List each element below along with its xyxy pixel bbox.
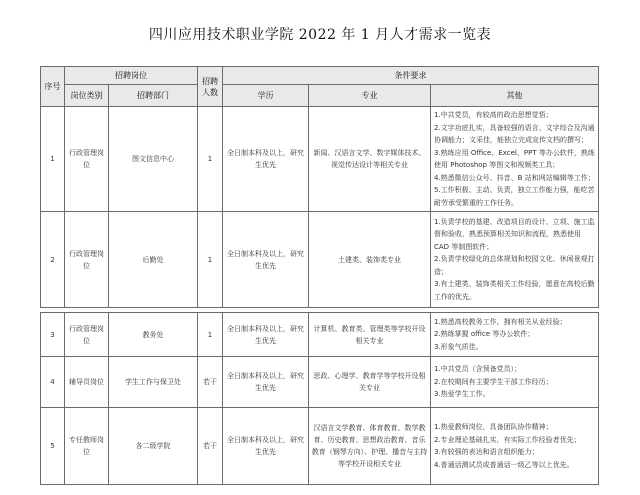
header-count: 招聘人数: [198, 67, 223, 107]
row-dept: 各二级学院: [109, 408, 198, 485]
header-education: 学历: [223, 85, 309, 107]
row-major: 汉语言文学教育、体育教育、数学教育、历史教育、思想政治教育、音乐教育（钢琴方向）、护理、播音与主持等学校开设相关专业: [309, 408, 431, 485]
table-row: [41, 212, 599, 308]
row-seq: 3: [41, 313, 65, 357]
requirement-line: 4.熟悉微信公众号、抖音、B 站和网站编辑等工作；: [434, 173, 595, 182]
row-other: [431, 357, 599, 408]
row-dept: 图文信息中心: [109, 107, 198, 212]
page-title: 四川应用技术职业学院 2022 年 1 月人才需求一览表: [148, 27, 492, 43]
requirement-line: 3.有土建类、装饰类相关工作经验，愿意在高校后勤工作的优先。: [434, 280, 595, 301]
row-seq: 2: [41, 212, 65, 308]
recruitment-table-part-1: [40, 66, 599, 308]
row-seq: 1: [41, 107, 65, 212]
header-seq: 序号: [41, 67, 65, 107]
row-post-type: 行政管理岗位: [65, 212, 109, 308]
requirement-line: 3.有较强的表达和语言组织能力；: [434, 448, 539, 456]
row-education: 全日制本科及以上，研究生优先: [223, 107, 309, 212]
row-count: 1: [198, 212, 223, 308]
requirement-line: 2.熟练掌握 office 等办公软件；: [434, 330, 535, 339]
row-education: 全日制本科及以上，研究生优先: [223, 357, 309, 408]
header-other: 其他: [431, 85, 599, 107]
requirement-line: 1.中共党员（含预备党员）；: [434, 365, 522, 374]
row-dept: 教务处: [109, 313, 198, 357]
row-dept: 学生工作与保卫处: [109, 357, 198, 408]
requirement-line: 1.负责学校的基建、改造项目的设计、立项、施工监督和验收，熟悉预算相关知识和流程，熟悉使用 CAD 等制图软件；: [434, 217, 595, 251]
row-post-type: 专任教师岗位: [65, 408, 109, 485]
row-other: [431, 408, 599, 485]
row-post-type: 行政管理岗位: [65, 313, 109, 357]
header-dept: 招聘部门: [109, 85, 198, 107]
row-major: 计算机、教育类、管理类等学校开设相关专业: [309, 313, 431, 357]
requirement-line: 2.在校期间有主要学生干部工作经历；: [434, 377, 553, 386]
row-seq: 5: [41, 408, 65, 485]
row-major: 新闻、汉语言文学、数字媒体技术、视觉传达设计等相关专业: [309, 107, 431, 212]
row-education: 全日制本科及以上，研究生优先: [223, 212, 309, 308]
header-requirements: 条件要求: [223, 67, 599, 85]
header-post-type: 岗位类别: [65, 85, 109, 107]
requirement-line: 4.普通话测试员或普通话一级乙等以上优先。: [434, 460, 574, 469]
requirement-line: 3.形象气质佳。: [434, 342, 483, 351]
row-count: 若干: [198, 357, 223, 408]
recruitment-table-part-2: [40, 312, 599, 485]
row-major: 土建类、装饰类专业: [309, 212, 431, 308]
requirement-line: 2.专业理论基础扎实，有实际工作经验者优先；: [434, 435, 581, 444]
table-row: [41, 408, 599, 485]
row-major: 思政、心理学、教育学等学校开设相关专业: [309, 357, 431, 408]
requirement-line: 3.热爱学生工作。: [434, 390, 490, 399]
row-count: 1: [198, 107, 223, 212]
row-other: [431, 107, 599, 212]
requirement-line: 2.文字功底扎实，具备较强的语言、文字综合及沟通协调能力；文采佳，能独立完成宣传文档的撰写；: [434, 123, 595, 144]
requirement-line: 2.负责学校绿化的总体规划和校园文化、休闲景观打造；: [434, 255, 595, 276]
table-row: [41, 357, 599, 408]
requirement-line: 5.工作积极、主动、负责，独立工作能力强，能吃苦耐劳承受繁重的工作任务。: [434, 186, 595, 207]
row-education: 全日制本科及以上，研究生优先: [223, 313, 309, 357]
row-post-type: 辅导员岗位: [65, 357, 109, 408]
row-post-type: 行政管理岗位: [65, 107, 109, 212]
requirement-line: 1.熟悉高校教务工作，拥有相关从业经验；: [434, 317, 567, 326]
row-dept: 后勤处: [109, 212, 198, 308]
row-education: 全日制本科及以上，研究生优先: [223, 408, 309, 485]
requirement-line: 1.中共党员，有较高的政治思想觉悟；: [434, 111, 553, 119]
header-major: 专业: [309, 85, 431, 107]
row-other: [431, 212, 599, 308]
table-row: [41, 107, 599, 212]
table-row: [41, 313, 599, 357]
requirement-line: 1.热爱教师岗位，具备团队协作精神；: [434, 423, 553, 431]
row-count: 1: [198, 313, 223, 357]
requirement-line: 3.熟练应用 Office、Excel、PPT 等办公软件，熟练使用 Photoshop 等图文和视频类工具；: [434, 148, 595, 169]
header-post-group: 招聘岗位: [65, 67, 198, 85]
row-count: 若干: [198, 408, 223, 485]
row-seq: 4: [41, 357, 65, 408]
row-other: [431, 313, 599, 357]
